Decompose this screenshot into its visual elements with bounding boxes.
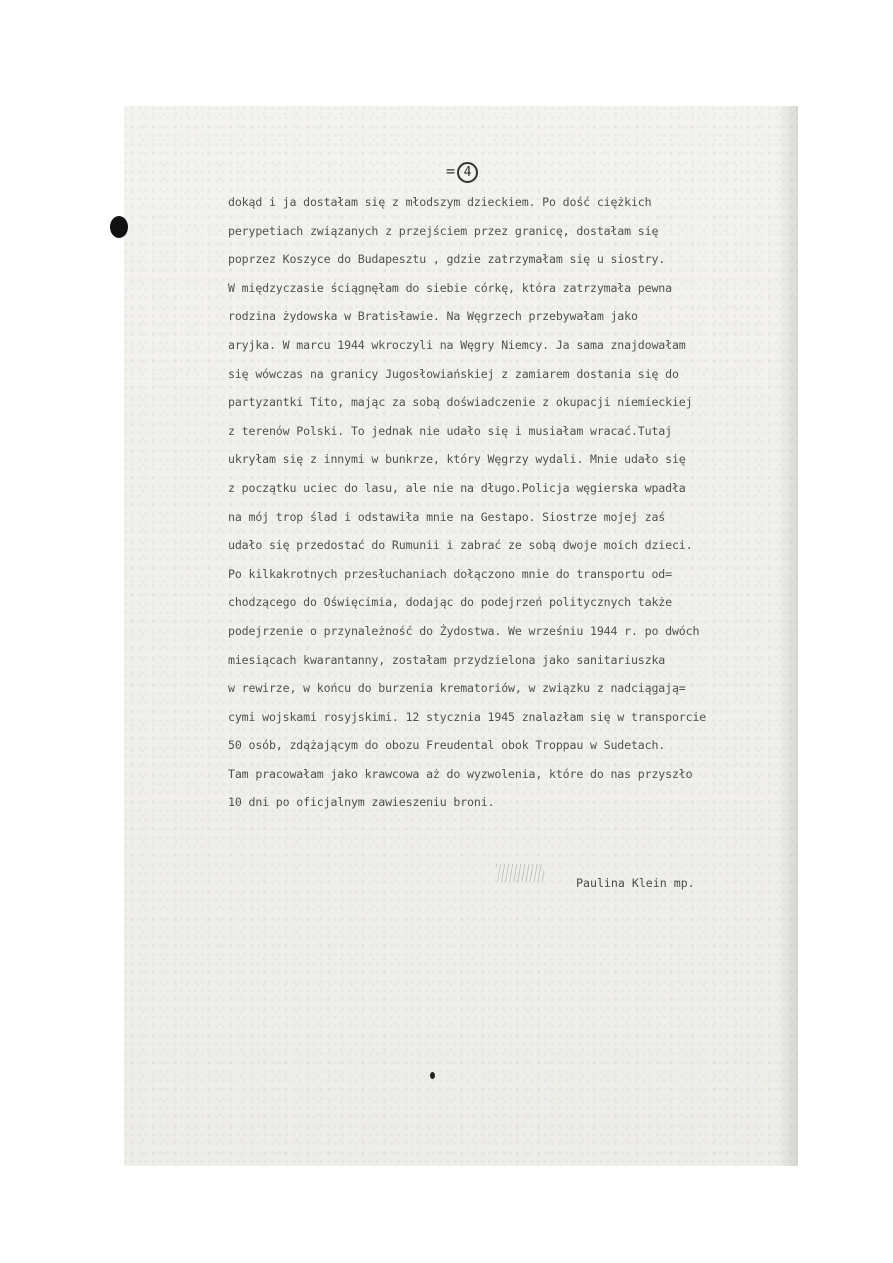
text-line: udało się przedostać do Rumunii i zabrać ze sobą dwoje moich dzieci. bbox=[228, 538, 693, 553]
text-line: W międzyczasie ściągnęłam do siebie córkę, która zatrzymała pewna bbox=[228, 280, 672, 295]
document-page bbox=[124, 106, 798, 1166]
punch-hole-mark bbox=[110, 216, 128, 238]
text-line: z początku uciec do lasu, ale nie na długo.Policja węgierska wpadła bbox=[228, 480, 686, 495]
signature: Paulina Klein mp. bbox=[576, 876, 695, 890]
text-line: dokąd i ja dostałam się z młodszym dzieckiem. Po dość ciężkich bbox=[228, 195, 652, 209]
text-line: rodzina żydowska w Bratisławie. Na Węgrzech przebywałam jako bbox=[228, 309, 638, 324]
text-line: na mój trop ślad i odstawiła mnie na Gestapo. Siostrze mojej zaś bbox=[228, 509, 666, 524]
typed-body-text bbox=[228, 188, 798, 817]
page-number-value: 4 bbox=[457, 162, 478, 183]
ink-speck bbox=[430, 1072, 435, 1079]
text-line: poprzez Koszyce do Budapesztu , gdzie zatrzymałam się u siostry. bbox=[228, 252, 666, 267]
text-line: Po kilkakrotnych przesłuchaniach dołączono mnie do transportu od= bbox=[228, 566, 672, 581]
page-number-prefix: = bbox=[446, 162, 456, 180]
text-line: miesiącach kwarantanny, zostałam przydzielona jako sanitariuszka bbox=[228, 652, 666, 667]
page-number bbox=[446, 162, 478, 183]
ink-scribble bbox=[496, 864, 544, 882]
text-line: partyzantki Tito, mając za sobą doświadczenie z okupacji niemieckiej bbox=[228, 395, 693, 410]
text-line: cymi wojskami rosyjskimi. 12 stycznia 1945 znalazłam się w transporcie bbox=[228, 709, 707, 724]
text-line: 10 dni po oficjalnym zawieszeniu broni. bbox=[228, 795, 495, 810]
text-line: w rewirze, w końcu do burzenia krematoriów, w związku z nadciągają= bbox=[228, 681, 686, 696]
text-line: 50 osób, zdążającym do obozu Freudental obok Troppau w Sudetach. bbox=[228, 738, 666, 753]
text-line: perypetiach związanych z przejściem przez granicę, dostałam się bbox=[228, 223, 659, 238]
text-line: ukryłam się z innymi w bunkrze, który Węgrzy wydali. Mnie udało się bbox=[228, 452, 686, 467]
text-line: z terenów Polski. To jednak nie udało się i musiałam wracać.Tutaj bbox=[228, 423, 672, 438]
text-line: się wówczas na granicy Jugosłowiańskiej z zamiarem dostania się do bbox=[228, 366, 679, 381]
text-line: chodzącego do Oświęcimia, dodając do podejrzeń politycznych także bbox=[228, 595, 672, 610]
text-line: Tam pracowałam jako krawcowa aż do wyzwolenia, które do nas przyszło bbox=[228, 766, 693, 781]
text-line: aryjka. W marcu 1944 wkroczyli na Węgry Niemcy. Ja sama znajdowałam bbox=[228, 337, 686, 352]
text-line: podejrzenie o przynależność do Żydostwa. We wrześniu 1944 r. po dwóch bbox=[228, 623, 700, 638]
